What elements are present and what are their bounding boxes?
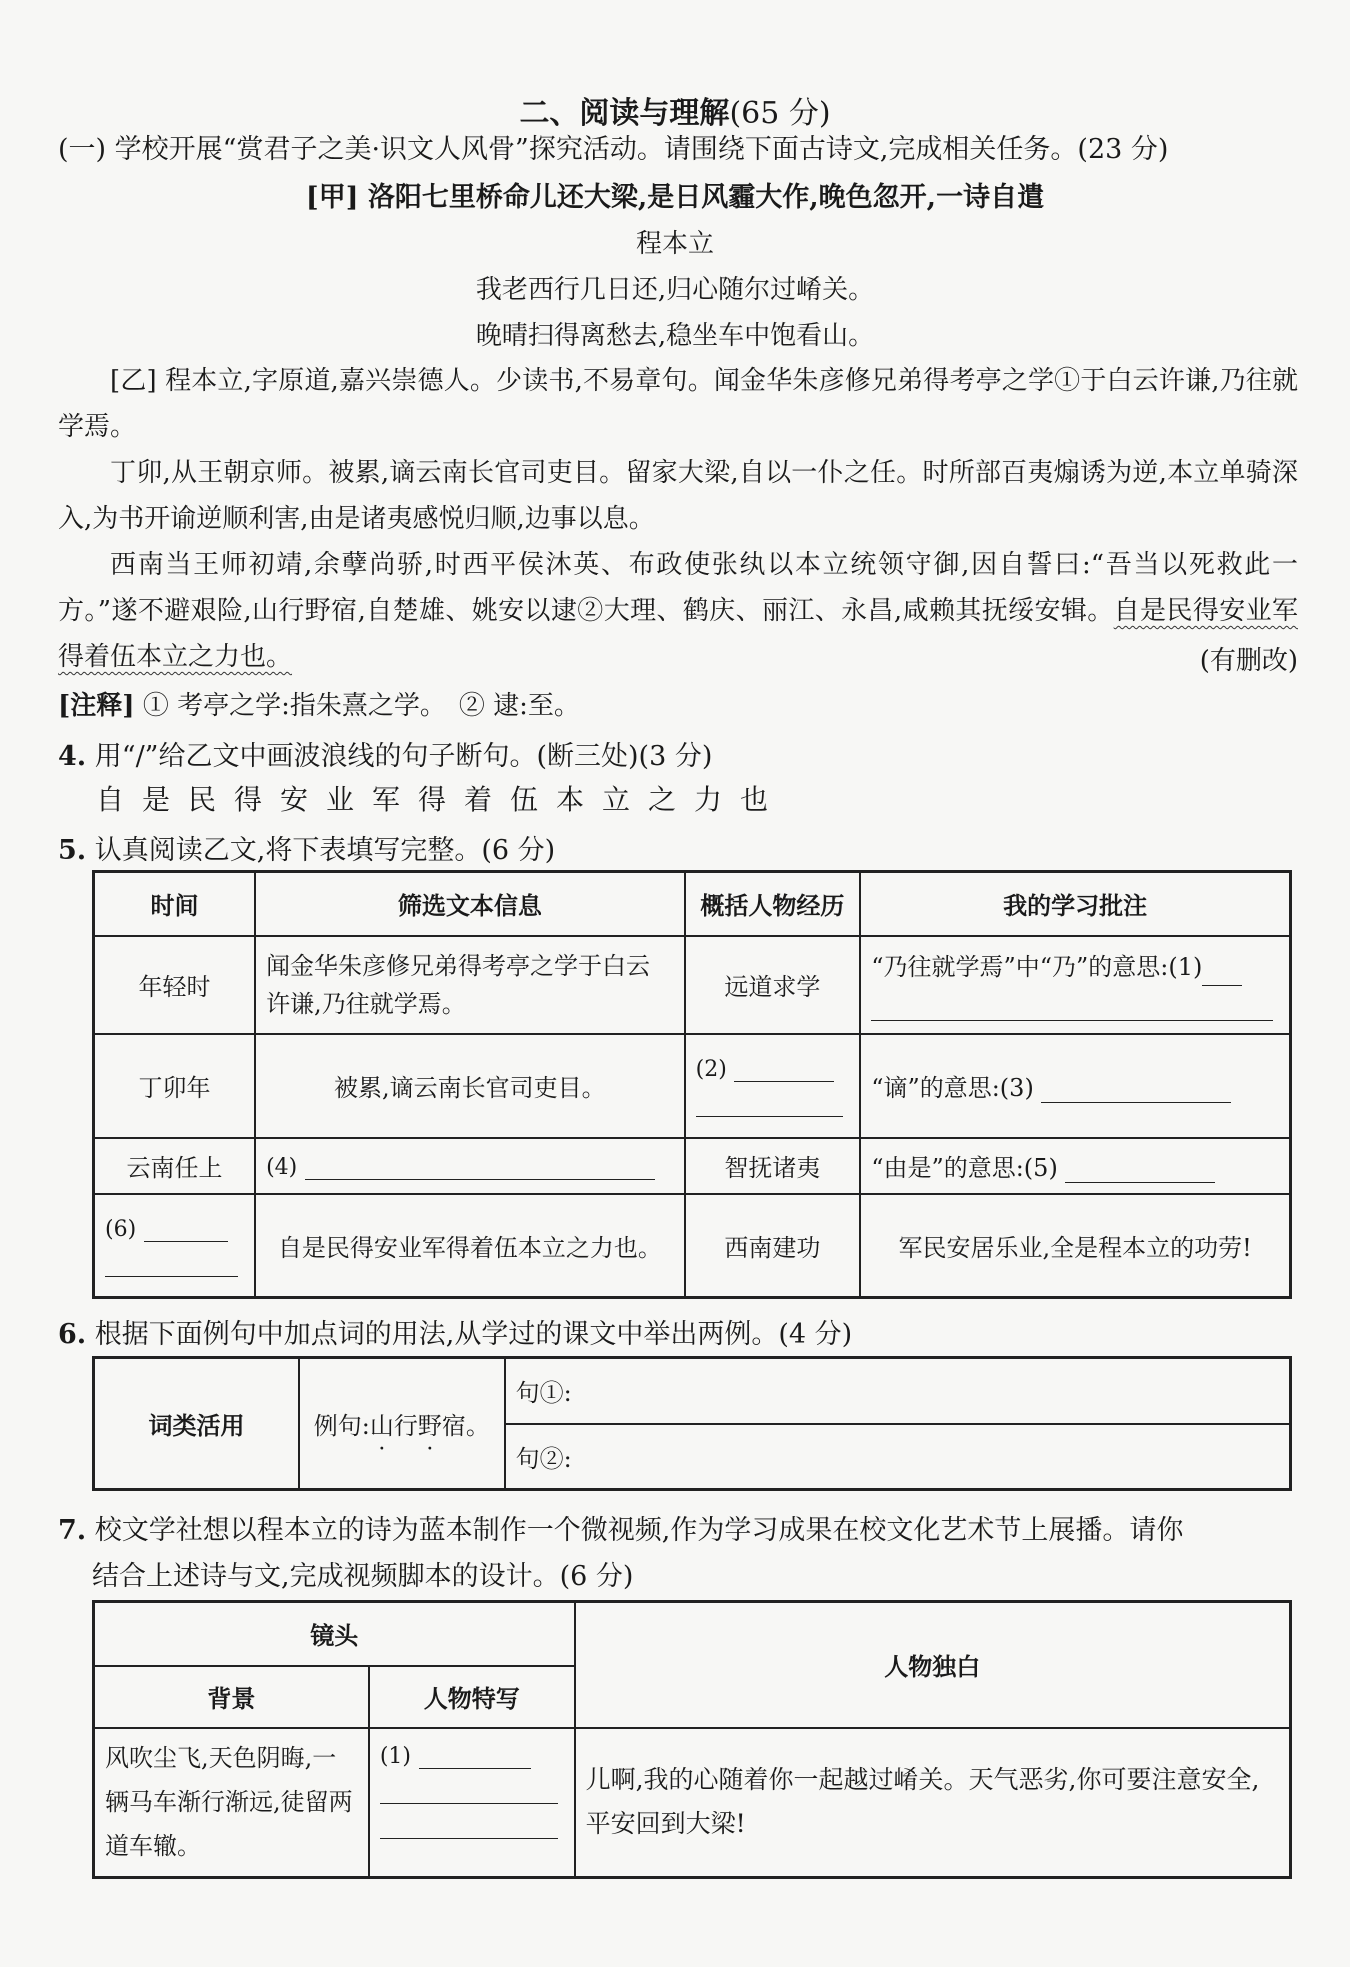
cell-note: 军民安居乐业,全是程本立的功劳!	[860, 1194, 1290, 1298]
example-sentence	[299, 1358, 505, 1490]
monologue-cell: 儿啊,我的心随着你一起越过崤关。天气恶劣,你可要注意安全,平安回到大梁!	[575, 1728, 1291, 1878]
background-cell: 风吹尘飞,天色阴晦,一辆马车渐行渐远,徒留两道车辙。	[94, 1728, 369, 1878]
question-5-table	[92, 870, 1292, 1299]
answer-blank-4[interactable]	[305, 1155, 655, 1180]
blank-2-label: (2)	[695, 1057, 727, 1082]
cell-time: 云南任上	[94, 1138, 256, 1194]
question-4-number: 4.	[58, 741, 87, 772]
header-time: 时间	[94, 872, 256, 936]
cell-note[interactable]	[860, 1138, 1290, 1194]
table-header-row	[94, 872, 1291, 936]
annotations-text: ① 考亭之学:指朱熹之学。 ② 逮:至。	[142, 691, 580, 721]
header-monologue: 人物独白	[575, 1602, 1291, 1728]
annotations-label: [注释]	[58, 691, 135, 721]
cell-text-info[interactable]	[255, 1138, 685, 1194]
blank-4-label: (4)	[266, 1154, 298, 1180]
cell-note[interactable]	[860, 1034, 1290, 1138]
table-row	[94, 936, 1291, 1034]
note-1-prompt: “乃往就学焉”中“乃”的意思:(1)	[871, 953, 1203, 981]
poem-line-2: 晚晴扫得离愁去,稳坐车中饱看山。	[475, 321, 875, 351]
cell-text-info: 被累,谪云南长官司吏目。	[255, 1034, 685, 1138]
question-5-text: 认真阅读乙文,将下表填写完整。(6 分)	[94, 835, 556, 866]
table-row	[94, 1138, 1291, 1194]
intro-line: (一) 学校开展“赏君子之美·识文人风骨”探究活动。请围绕下面古诗文,完成相关任务。(23 分)	[58, 134, 1169, 165]
poem-author: 程本立	[635, 229, 714, 259]
header-text-info: 筛选文本信息	[255, 872, 685, 936]
answer-closeup-line-1[interactable]	[380, 1769, 558, 1804]
header-notes: 我的学习批注	[860, 872, 1290, 936]
question-7-table	[92, 1600, 1292, 1879]
section-title-text: 二、阅读与理解	[519, 96, 730, 131]
answer-line-1[interactable]	[871, 986, 1273, 1021]
question-4-text: 用“/”给乙文中画波浪线的句子断句。(断三处)(3 分)	[94, 741, 713, 772]
answer-sentence-1[interactable]: 句①:	[505, 1358, 1291, 1424]
header-shot: 镜头	[94, 1602, 575, 1666]
word-class-label: 词类活用	[94, 1358, 300, 1490]
cell-note[interactable]	[860, 936, 1290, 1034]
cell-summary: 智抚诸夷	[685, 1138, 861, 1194]
example-mid: 行	[393, 1412, 418, 1440]
dotted-word-2: 野	[417, 1412, 442, 1440]
closeup-cell[interactable]	[369, 1728, 575, 1878]
section-title	[0, 88, 1350, 132]
cell-time[interactable]	[94, 1194, 256, 1298]
poem-line-1: 我老西行几日还,归心随尔过崤关。	[475, 275, 875, 305]
prose-paragraph-3-main: 西南当王师初靖,余孽尚骄,时西平侯沐英、布政使张纨以本立统领守御,因自誓曰:“吾当以死救此一方。”遂不避艰险,山行野宿,自楚雄、姚安以逮②大理、鹤庆、丽江、永昌,咸赖其抚绥安辑。	[58, 550, 1298, 626]
table-row	[94, 1034, 1291, 1138]
answer-line-6[interactable]	[105, 1242, 238, 1277]
answer-blank-6[interactable]	[144, 1217, 228, 1242]
cell-text-info: 自是民得安业军得着伍本立之力也。	[255, 1194, 685, 1298]
header-summary: 概括人物经历	[685, 872, 861, 936]
question-7-line-2: 结合上述诗与文,完成视频脚本的设计。(6 分)	[92, 1561, 634, 1592]
prose-paragraph-1: [乙] 程本立,字原道,嘉兴崇德人。少读书,不易章句。闻金华朱彦修兄弟得考亭之学①于白云许谦,乃往就学焉。	[58, 366, 1298, 442]
blank-closeup-label: (1)	[379, 1743, 411, 1769]
question-6	[58, 1312, 852, 1351]
cell-summary: 西南建功	[685, 1194, 861, 1298]
section-points: (65 分)	[729, 96, 831, 131]
question-5-number: 5.	[58, 835, 87, 866]
answer-closeup-line-2[interactable]	[380, 1804, 558, 1839]
blank-6-label: (6)	[105, 1216, 137, 1242]
wavy-underlined-sentence: 自是民得安业军得着伍本立之力也。	[58, 596, 1298, 672]
poem-title: [甲] 洛阳七里桥命儿还大梁,是日风霾大作,晚色忽开,一诗自遣	[305, 182, 1045, 213]
dotted-word-1: 山	[369, 1412, 394, 1440]
answer-closeup-blank[interactable]	[419, 1744, 531, 1769]
example-prefix: 例句:	[313, 1412, 370, 1440]
header-closeup: 人物特写	[369, 1666, 575, 1728]
question-4-sentence[interactable]: 自是民得安业军得着伍本立之力也	[96, 783, 787, 816]
answer-blank-5[interactable]	[1065, 1158, 1215, 1183]
question-7-number: 7.	[58, 1515, 87, 1546]
edit-note: (有删改)	[1199, 646, 1298, 676]
prose-paragraph-2: 丁卯,从王朝京师。被累,谪云南长官司吏目。留家大梁,自以一仆之任。时所部百夷煽诱为逆,本立单骑深入,为书开谕逆顺利害,由是诸夷感悦归顺,边事以息。	[58, 458, 1298, 534]
answer-line-2[interactable]	[696, 1082, 844, 1117]
answer-blank-2[interactable]	[734, 1057, 834, 1082]
answer-sentence-2[interactable]: 句②:	[505, 1424, 1291, 1490]
question-7-text-1: 校文学社想以程本立的诗为蓝本制作一个微视频,作为学习成果在校文化艺术节上展播。请你	[94, 1515, 1184, 1546]
note-5-prompt: “由是”的意思:(5)	[871, 1154, 1058, 1182]
question-6-number: 6.	[58, 1319, 87, 1350]
question-6-table	[92, 1356, 1292, 1491]
note-3-prompt: “谪”的意思:(3)	[871, 1074, 1034, 1102]
cell-summary[interactable]	[685, 1034, 861, 1138]
cell-time: 年轻时	[94, 936, 256, 1034]
header-background: 背景	[94, 1666, 369, 1728]
example-end: 宿。	[441, 1412, 490, 1440]
cell-time: 丁卯年	[94, 1034, 256, 1138]
cell-text-info: 闻金华朱彦修兄弟得考亭之学于白云许谦,乃往就学焉。	[255, 936, 685, 1034]
question-4	[58, 734, 712, 773]
annotations	[58, 688, 580, 724]
question-7-line-1	[58, 1508, 1183, 1547]
cell-summary: 远道求学	[685, 936, 861, 1034]
prose-paragraph-3	[58, 542, 1298, 680]
answer-blank-3[interactable]	[1041, 1078, 1231, 1103]
question-6-text: 根据下面例句中加点词的用法,从学过的课文中举出两例。(4 分)	[94, 1319, 853, 1350]
table-row	[94, 1194, 1291, 1298]
question-5	[58, 828, 555, 867]
answer-blank-1[interactable]	[1202, 961, 1242, 986]
